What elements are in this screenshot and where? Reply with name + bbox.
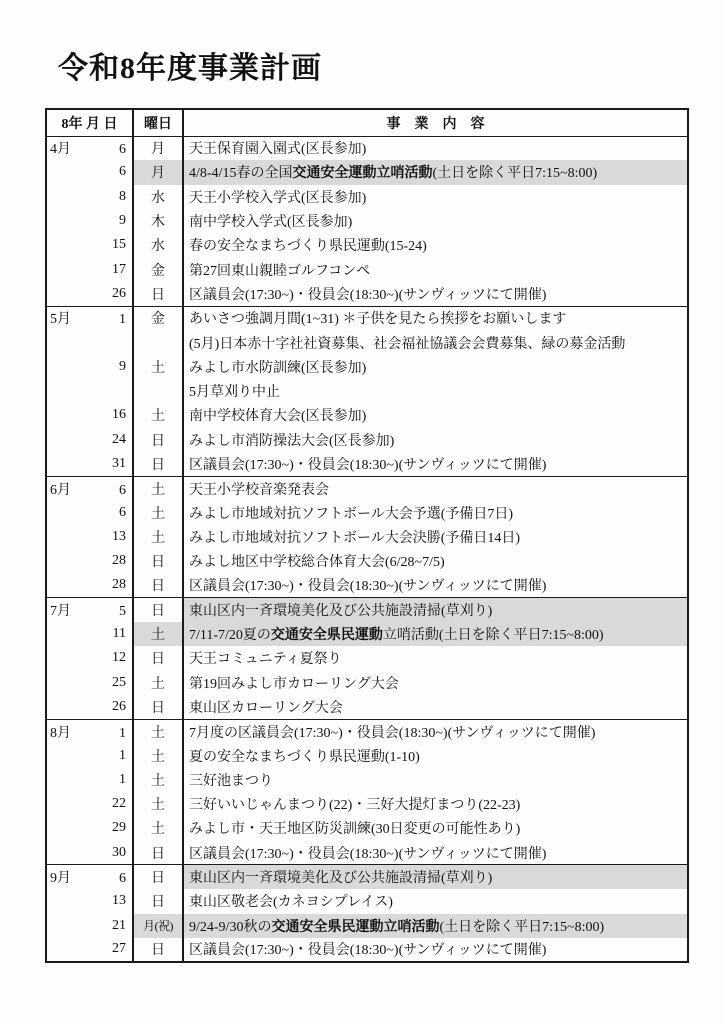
day-number: 1 [119,747,126,763]
table-row [46,646,688,670]
table-row [46,525,688,549]
event-text-bold: 交通安全運動立哨活動 [292,166,433,182]
event-text: 三好池まつり [189,773,273,789]
event-text: 区議員会(17:30~)・役員会(18:30~)(サンヴィッツにて開催) [189,579,547,595]
month-section [46,136,688,306]
event-text: 7/11-7/20夏の [189,628,271,644]
table-row [46,792,688,816]
event-text: 夏の安全なまちづくり県民運動(1-10) [189,749,420,765]
event-cell [183,646,688,670]
event-text: みよし市・天王地区防災訓練(30日変更の可能性あり) [189,822,521,838]
weekday-cell: 土 [133,476,183,500]
event-cell [183,671,688,695]
table-row [46,209,688,233]
weekday-cell: 水 [133,233,183,257]
event-cell [183,841,688,865]
event-cell [183,257,688,281]
event-cell [183,476,688,500]
weekday-cell: 日 [133,282,183,306]
day-number: 1 [119,771,126,787]
day-number: 6 [119,142,126,158]
event-text: 東山区内一斉環境美化及び公共施設清掃(草刈り) [189,871,493,887]
table-row [46,938,688,962]
event-text: みよし市地域対抗ソフトボール大会予選(予備日7日) [189,506,514,522]
day-number: 9 [119,358,126,374]
event-text: 南中学校入学式(区長参加) [189,215,353,231]
month-section [46,598,688,719]
table-row [46,743,688,767]
weekday-cell: 土 [133,719,183,743]
date-cell [46,865,133,889]
weekday-cell: 土 [133,525,183,549]
event-text: あいさつ強調月間(1~31) ＊子供を見たら挨拶をお願いします [189,312,567,328]
date-cell [46,598,133,622]
event-cell [183,525,688,549]
event-text: 立哨活動(土日を除く平日7:15~8:00) [382,628,604,644]
day-number: 12 [112,650,126,666]
table-row [46,185,688,209]
table-row [46,768,688,792]
event-cell [183,768,688,792]
event-text: 7月度の区議員会(17:30~)・役員会(18:30~)(サンヴィッツにて開催) [189,725,596,741]
event-text: (土日を除く平日7:15~8:00) [439,919,605,935]
event-cell [183,136,688,160]
event-text: 天王小学校入学式(区長参加) [189,190,367,206]
table-row [46,306,688,330]
month-section [46,306,688,476]
day-number: 6 [119,504,126,520]
month-section [46,476,688,597]
event-text-bold: 交通安全県民運動立哨活動 [271,919,440,935]
event-text: 第27回東山親睦ゴルフコンペ [189,263,371,279]
date-cell [46,743,133,767]
event-cell [183,865,688,889]
header-dow: 曜日 [133,109,183,136]
date-cell [46,233,133,257]
day-number: 29 [112,820,126,836]
event-text: (5月)日本赤十字社社資募集、社会福祉協議会会費募集、緑の募金活動 [189,336,626,352]
event-cell [183,573,688,597]
event-cell [183,500,688,524]
table-row [46,549,688,573]
weekday-cell [133,379,183,403]
weekday-cell: 土 [133,816,183,840]
date-cell [46,889,133,913]
weekday-cell: 日 [133,938,183,962]
event-text: みよし市水防訓練(区長参加) [189,360,367,376]
event-cell [183,938,688,962]
event-cell [183,792,688,816]
day-number: 25 [112,674,126,690]
day-number: 17 [112,261,126,277]
day-number: 13 [112,893,126,909]
event-cell [183,209,688,233]
header-row [46,109,688,136]
date-cell [46,185,133,209]
day-number: 9 [119,213,126,229]
table-row [46,428,688,452]
event-cell [183,622,688,646]
event-cell [183,379,688,403]
table-row [46,865,688,889]
month-label: 9月 [50,871,71,887]
weekday-cell: 月(祝) [133,914,183,938]
date-cell [46,573,133,597]
weekday-cell: 木 [133,209,183,233]
event-cell [183,306,688,330]
month-section [46,865,688,962]
day-number: 1 [119,725,126,741]
month-label: 8月 [50,725,71,741]
event-cell [183,185,688,209]
weekday-cell: 日 [133,865,183,889]
page-title: 令和8年度事業計画 [58,52,322,85]
date-cell [46,355,133,379]
event-cell [183,695,688,719]
weekday-cell: 土 [133,622,183,646]
table-row [46,452,688,476]
table-row [46,355,688,379]
day-number: 15 [112,237,126,253]
weekday-cell: 日 [133,452,183,476]
event-text: 区議員会(17:30~)・役員会(18:30~)(サンヴィッツにて開催) [189,457,547,473]
weekday-cell: 日 [133,695,183,719]
event-cell [183,452,688,476]
event-text: 東山区内一斉環境美化及び公共施設清掃(草刈り) [189,604,493,620]
date-cell [46,282,133,306]
event-text: 区議員会(17:30~)・役員会(18:30~)(サンヴィッツにて開催) [189,943,547,959]
event-text: みよし市地域対抗ソフトボール大会決勝(予備日14日) [189,530,521,546]
weekday-cell: 日 [133,841,183,865]
event-text: 東山区カローリング大会 [189,700,343,716]
day-number: 6 [119,871,126,887]
day-number: 28 [112,553,126,569]
weekday-cell: 月 [133,160,183,184]
day-number: 21 [112,917,126,933]
event-text: 天王小学校音楽発表会 [189,482,329,498]
table-row [46,816,688,840]
month-label: 6月 [50,482,71,498]
day-number: 6 [119,482,126,498]
table-row [46,330,688,354]
event-cell [183,355,688,379]
date-cell [46,452,133,476]
date-cell [46,500,133,524]
weekday-cell: 水 [133,185,183,209]
date-cell [46,622,133,646]
weekday-cell: 日 [133,598,183,622]
event-cell [183,549,688,573]
event-text: 5月草刈り中止 [189,385,280,401]
schedule-table [45,108,689,963]
event-cell [183,233,688,257]
date-cell [46,549,133,573]
event-cell [183,282,688,306]
date-cell [46,816,133,840]
weekday-cell: 土 [133,768,183,792]
event-text: 区議員会(17:30~)・役員会(18:30~)(サンヴィッツにて開催) [189,846,547,862]
date-cell [46,209,133,233]
month-label: 4月 [50,142,71,158]
event-cell [183,428,688,452]
event-text: みよし地区中学校総合体育大会(6/28~7/5) [189,555,445,571]
table-row [46,622,688,646]
date-cell [46,428,133,452]
weekday-cell: 日 [133,646,183,670]
date-cell [46,379,133,403]
day-number: 8 [119,188,126,204]
weekday-cell: 土 [133,792,183,816]
event-cell [183,743,688,767]
date-cell [46,646,133,670]
event-text: 東山区敬老会(カネヨシプレイス) [189,895,393,911]
event-text: 4/8-4/15春の全国 [189,166,293,182]
weekday-cell: 日 [133,573,183,597]
weekday-cell: 金 [133,306,183,330]
event-text: 天王保育園入園式(区長参加) [189,142,367,158]
day-number: 30 [112,844,126,860]
date-cell [46,671,133,695]
table-row [46,476,688,500]
header-date: 8年 月 日 [61,116,118,132]
day-number: 27 [112,941,126,957]
day-number: 22 [112,796,126,812]
date-cell [46,719,133,743]
date-cell [46,768,133,792]
table-row [46,282,688,306]
event-text: 三好いいじゃんまつり(22)・三好大提灯まつり(22-23) [189,798,521,814]
month-label: 5月 [50,312,71,328]
day-number: 24 [112,431,126,447]
event-text: みよし市消防操法大会(区長参加) [189,433,395,449]
event-text: (土日を除く平日7:15~8:00) [432,166,598,182]
month-section [46,719,688,865]
weekday-cell: 土 [133,403,183,427]
event-cell [183,598,688,622]
event-cell [183,816,688,840]
event-text-bold: 交通安全県民運動 [270,628,383,644]
weekday-cell: 土 [133,743,183,767]
day-number: 28 [112,577,126,593]
date-cell [46,525,133,549]
date-cell [46,476,133,500]
weekday-cell: 土 [133,500,183,524]
day-number: 11 [112,626,126,642]
date-cell [46,257,133,281]
date-cell [46,938,133,962]
event-cell [183,914,688,938]
event-cell [183,719,688,743]
day-number: 13 [112,528,126,544]
date-cell [46,695,133,719]
event-cell [183,330,688,354]
weekday-cell: 金 [133,257,183,281]
table-row [46,695,688,719]
table-row [46,889,688,913]
table-row [46,160,688,184]
event-text: 9/24-9/30秋の [189,919,272,935]
date-cell [46,136,133,160]
day-number: 26 [112,285,126,301]
event-cell [183,160,688,184]
date-cell [46,792,133,816]
table-row [46,257,688,281]
date-cell [46,841,133,865]
day-number: 31 [112,455,126,471]
header-content: 事 業 内 容 [183,109,688,136]
event-text: 南中学校体育大会(区長参加) [189,409,367,425]
table-row [46,841,688,865]
weekday-cell: 日 [133,889,183,913]
event-text: 春の安全なまちづくり県民運動(15-24) [189,239,427,255]
table-row [46,403,688,427]
day-number: 6 [119,164,126,180]
day-number: 26 [112,698,126,714]
table-row [46,914,688,938]
day-number: 5 [119,604,126,620]
day-number: 1 [119,312,126,328]
weekday-cell: 土 [133,355,183,379]
date-cell [46,330,133,354]
event-text: 区議員会(17:30~)・役員会(18:30~)(サンヴィッツにて開催) [189,287,547,303]
table-row [46,136,688,160]
table-row [46,573,688,597]
month-label: 7月 [50,604,71,620]
table-row [46,671,688,695]
table-row [46,379,688,403]
weekday-cell: 日 [133,549,183,573]
weekday-cell: 土 [133,671,183,695]
weekday-cell: 月 [133,136,183,160]
day-number: 16 [112,407,126,423]
weekday-cell: 日 [133,428,183,452]
date-cell [46,306,133,330]
date-cell [46,914,133,938]
event-cell [183,403,688,427]
event-text: 天王コミュニティ夏祭り [189,652,342,668]
table-header [46,109,688,136]
table-row [46,500,688,524]
table-row [46,233,688,257]
table-row [46,719,688,743]
table-row [46,598,688,622]
date-cell [46,160,133,184]
event-cell [183,889,688,913]
date-cell [46,403,133,427]
weekday-cell [133,330,183,354]
event-text: 第19回みよし市カローリング大会 [189,676,399,692]
